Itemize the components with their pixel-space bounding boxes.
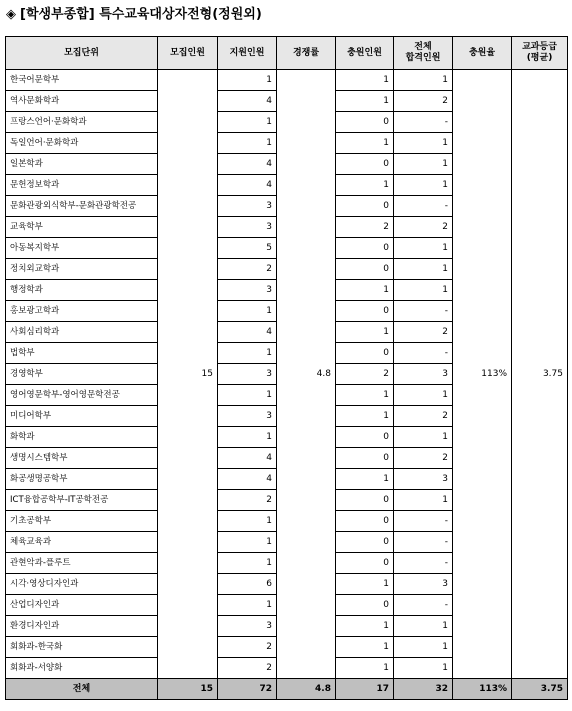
applicants-cell: 4 xyxy=(218,322,277,343)
total-pass-cell: 2 xyxy=(394,217,453,238)
total-added: 17 xyxy=(336,679,394,700)
applicants-cell: 3 xyxy=(218,217,277,238)
header-added: 충원인원 xyxy=(336,37,394,70)
unit-name: 한국어문학부 xyxy=(6,70,158,91)
header-ratio: 경쟁률 xyxy=(277,37,336,70)
total-pass-cell: 1 xyxy=(394,238,453,259)
total-pass: 32 xyxy=(394,679,453,700)
unit-name: 행정학과 xyxy=(6,280,158,301)
total-pass-cell: - xyxy=(394,511,453,532)
added-cell: 0 xyxy=(336,154,394,175)
applicants-cell: 3 xyxy=(218,280,277,301)
applicants-cell: 2 xyxy=(218,259,277,280)
applicants-cell: 1 xyxy=(218,70,277,91)
applicants-cell: 1 xyxy=(218,553,277,574)
applicants-cell: 1 xyxy=(218,532,277,553)
applicants-cell: 4 xyxy=(218,91,277,112)
unit-name: 회화과-한국화 xyxy=(6,637,158,658)
unit-name: 홍보광고학과 xyxy=(6,301,158,322)
applicants-cell: 3 xyxy=(218,406,277,427)
total-pass-cell: 1 xyxy=(394,490,453,511)
applicants-cell: 1 xyxy=(218,385,277,406)
unit-name: 경영학부 xyxy=(6,364,158,385)
header-grade-line2: (평균) xyxy=(526,53,553,63)
total-pass-cell: 1 xyxy=(394,175,453,196)
total-pass-cell: 2 xyxy=(394,448,453,469)
added-cell: 0 xyxy=(336,238,394,259)
title-text: [학생부종합] 특수교육대상자전형(정원외) xyxy=(20,7,262,22)
header-add-rate: 충원율 xyxy=(453,37,512,70)
table-row xyxy=(6,70,568,91)
unit-name: 법학부 xyxy=(6,343,158,364)
applicants-cell: 4 xyxy=(218,175,277,196)
added-cell: 2 xyxy=(336,217,394,238)
added-cell: 0 xyxy=(336,511,394,532)
unit-name: 시각·영상디자인과 xyxy=(6,574,158,595)
admission-table xyxy=(5,36,568,700)
added-cell: 2 xyxy=(336,364,394,385)
unit-name: 미디어학부 xyxy=(6,406,158,427)
added-cell: 0 xyxy=(336,301,394,322)
total-pass-cell: - xyxy=(394,112,453,133)
total-pass-cell: 1 xyxy=(394,385,453,406)
total-quota: 15 xyxy=(158,679,218,700)
applicants-cell: 2 xyxy=(218,490,277,511)
unit-name: 체육교육과 xyxy=(6,532,158,553)
unit-name: 회화과-서양화 xyxy=(6,658,158,679)
total-pass-cell: 1 xyxy=(394,259,453,280)
applicants-cell: 1 xyxy=(218,511,277,532)
added-cell: 0 xyxy=(336,448,394,469)
header-applicants: 지원인원 xyxy=(218,37,277,70)
total-pass-cell: 2 xyxy=(394,91,453,112)
total-pass-cell: 1 xyxy=(394,658,453,679)
unit-name: 역사문화학과 xyxy=(6,91,158,112)
header-unit: 모집단위 xyxy=(6,37,158,70)
added-cell: 0 xyxy=(336,343,394,364)
header-grade xyxy=(512,37,568,70)
added-cell: 0 xyxy=(336,427,394,448)
header-grade-line1: 교과등급 xyxy=(522,42,557,52)
unit-name: 화공생명공학부 xyxy=(6,469,158,490)
unit-name: 영어영문학부-영어영문학전공 xyxy=(6,385,158,406)
unit-name: 정치외교학과 xyxy=(6,259,158,280)
added-cell: 1 xyxy=(336,406,394,427)
total-pass-cell: 1 xyxy=(394,133,453,154)
unit-name: 산업디자인과 xyxy=(6,595,158,616)
total-pass-cell: 2 xyxy=(394,322,453,343)
applicants-cell: 2 xyxy=(218,637,277,658)
unit-name: 생명시스템학부 xyxy=(6,448,158,469)
header-total-pass-line1: 전체 xyxy=(414,42,432,52)
applicants-cell: 3 xyxy=(218,196,277,217)
added-cell: 1 xyxy=(336,637,394,658)
added-cell: 0 xyxy=(336,595,394,616)
added-cell: 1 xyxy=(336,616,394,637)
unit-name: 교육학부 xyxy=(6,217,158,238)
table-body xyxy=(6,70,568,679)
unit-name: 아동복지학부 xyxy=(6,238,158,259)
total-label: 전체 xyxy=(6,679,158,700)
total-pass-cell: 3 xyxy=(394,469,453,490)
added-cell: 0 xyxy=(336,259,394,280)
added-cell: 1 xyxy=(336,658,394,679)
total-pass-cell: - xyxy=(394,343,453,364)
applicants-cell: 1 xyxy=(218,112,277,133)
unit-name: 프랑스언어·문화학과 xyxy=(6,112,158,133)
applicants-cell: 5 xyxy=(218,238,277,259)
applicants-cell: 4 xyxy=(218,448,277,469)
unit-name: 관현악과-플루트 xyxy=(6,553,158,574)
applicants-cell: 1 xyxy=(218,133,277,154)
unit-name: 화학과 xyxy=(6,427,158,448)
added-cell: 1 xyxy=(336,280,394,301)
unit-name: ICT융합공학부-IT공학전공 xyxy=(6,490,158,511)
unit-name: 문화관광외식학부-문화관광학전공 xyxy=(6,196,158,217)
applicants-cell: 2 xyxy=(218,658,277,679)
header-row xyxy=(6,37,568,70)
total-pass-cell: 1 xyxy=(394,637,453,658)
added-cell: 1 xyxy=(336,133,394,154)
total-pass-cell: 1 xyxy=(394,154,453,175)
page-title xyxy=(6,4,262,26)
added-cell: 1 xyxy=(336,385,394,406)
total-pass-cell: 3 xyxy=(394,364,453,385)
applicants-cell: 1 xyxy=(218,343,277,364)
total-pass-cell: 1 xyxy=(394,616,453,637)
added-cell: 0 xyxy=(336,532,394,553)
total-pass-cell: - xyxy=(394,196,453,217)
added-cell: 1 xyxy=(336,322,394,343)
applicants-cell: 6 xyxy=(218,574,277,595)
total-pass-cell: 2 xyxy=(394,406,453,427)
added-cell: 0 xyxy=(336,490,394,511)
applicants-cell: 4 xyxy=(218,469,277,490)
total-pass-cell: - xyxy=(394,532,453,553)
applicants-cell: 1 xyxy=(218,595,277,616)
added-cell: 1 xyxy=(336,574,394,595)
merged-ratio: 4.8 xyxy=(277,70,336,679)
applicants-cell: 1 xyxy=(218,301,277,322)
added-cell: 1 xyxy=(336,91,394,112)
added-cell: 0 xyxy=(336,196,394,217)
added-cell: 1 xyxy=(336,70,394,91)
merged-quota: 15 xyxy=(158,70,218,679)
unit-name: 기초공학부 xyxy=(6,511,158,532)
unit-name: 문헌정보학과 xyxy=(6,175,158,196)
total-pass-cell: - xyxy=(394,595,453,616)
applicants-cell: 3 xyxy=(218,616,277,637)
applicants-cell: 3 xyxy=(218,364,277,385)
total-ratio: 4.8 xyxy=(277,679,336,700)
total-add-rate: 113% xyxy=(453,679,512,700)
added-cell: 1 xyxy=(336,469,394,490)
applicants-cell: 4 xyxy=(218,154,277,175)
unit-name: 환경디자인과 xyxy=(6,616,158,637)
merged-add-rate: 113% xyxy=(453,70,512,679)
total-pass-cell: - xyxy=(394,301,453,322)
header-quota: 모집인원 xyxy=(158,37,218,70)
merged-grade: 3.75 xyxy=(512,70,568,679)
unit-name: 독일언어·문화학과 xyxy=(6,133,158,154)
total-row xyxy=(6,679,568,700)
added-cell: 1 xyxy=(336,175,394,196)
added-cell: 0 xyxy=(336,112,394,133)
unit-name: 사회심리학과 xyxy=(6,322,158,343)
total-applicants: 72 xyxy=(218,679,277,700)
total-pass-cell: 1 xyxy=(394,280,453,301)
diamond-bullet-icon: ◈ xyxy=(6,7,16,22)
total-pass-cell: 1 xyxy=(394,70,453,91)
applicants-cell: 1 xyxy=(218,427,277,448)
header-total-pass-line2: 합격인원 xyxy=(405,53,441,63)
header-total-pass xyxy=(394,37,453,70)
total-pass-cell: 3 xyxy=(394,574,453,595)
total-pass-cell: - xyxy=(394,553,453,574)
total-pass-cell: 1 xyxy=(394,427,453,448)
total-grade: 3.75 xyxy=(512,679,568,700)
unit-name: 일본학과 xyxy=(6,154,158,175)
added-cell: 0 xyxy=(336,553,394,574)
